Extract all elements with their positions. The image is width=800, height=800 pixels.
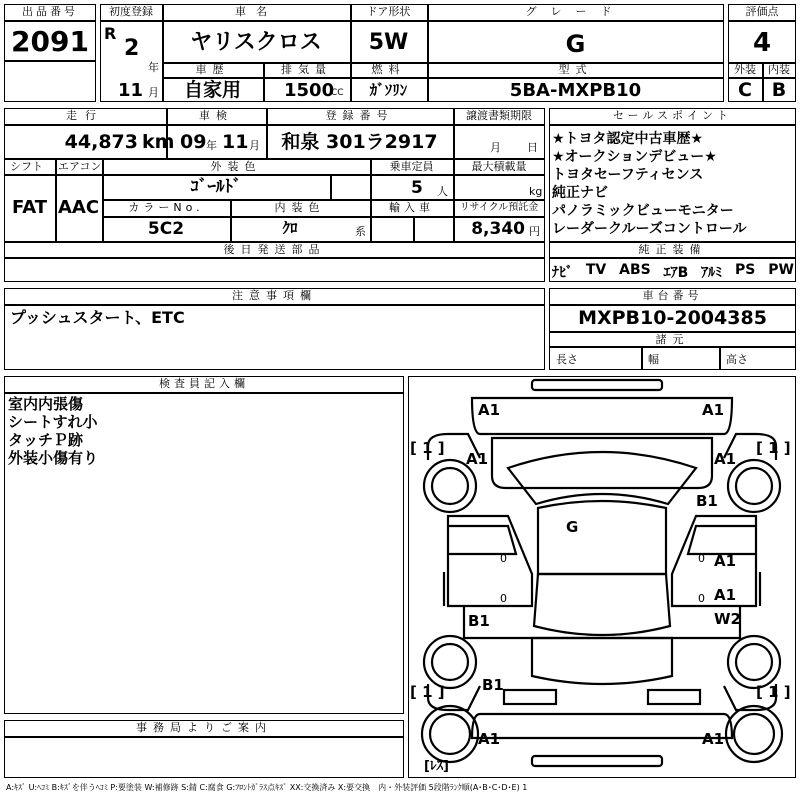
sales-point: パノラミックビューモニター [552, 203, 734, 219]
sales-point: レーダークルーズコントロール [552, 221, 747, 237]
spec-label: 諸元 [655, 333, 690, 346]
notes-label: 注意事項欄 [232, 289, 317, 302]
color-no-label: カラーNo. [128, 201, 204, 214]
door-type: 5W [368, 30, 409, 55]
inspector-line: シートすれ小 [8, 413, 98, 431]
door-label: ドア形状 [366, 5, 411, 18]
equipment-label: 純正装備 [638, 243, 707, 256]
model-label: 型式 [558, 63, 593, 76]
transfer-deadline-label: 譲渡書類期限 [466, 109, 532, 122]
inspection-month-unit: 月 [249, 139, 260, 152]
inspector-line: 外装小傷有り [8, 449, 99, 467]
shift: FAT [11, 197, 48, 218]
mark-front-right: A1 [702, 401, 725, 419]
mark-door-right-1: A1 [714, 552, 737, 570]
length-label: 長さ [556, 353, 578, 366]
displacement-label: 排気量 [281, 63, 332, 76]
displacement: 1500 [284, 80, 335, 101]
max-load-unit: kg [529, 185, 543, 198]
side-mark-right-2: 0 [698, 592, 705, 605]
mark-door-left: B1 [468, 612, 490, 630]
transfer-day-unit: 日 [527, 141, 538, 154]
chassis-label: 車台番号 [642, 289, 703, 302]
recycle-label: リサイクル預託金 [459, 202, 539, 213]
grade: G [565, 30, 586, 58]
reg-number: 和泉 301ラ2917 [281, 131, 438, 153]
interior-color-unit: 系 [355, 225, 366, 238]
lot-number: 2091 [11, 25, 89, 58]
bracket-top-right: [ 1 ] [756, 439, 791, 457]
lot-number-label: 出品番号 [22, 5, 78, 18]
interior-color: ｸﾛ [282, 219, 298, 237]
recycle-unit: 円 [529, 225, 540, 238]
car-diagram [408, 376, 796, 778]
era: R [104, 24, 117, 43]
inspection-year: 09 [180, 131, 207, 153]
first-registration-label: 初度登録 [109, 5, 153, 18]
inspection-label: 車検 [199, 109, 233, 122]
side-mark-left-2: 0 [500, 592, 507, 605]
history-label: 車歴 [195, 63, 230, 76]
mark-roof: G [566, 518, 579, 536]
max-load-label: 最大積載量 [471, 160, 527, 173]
capacity: 5 [411, 178, 423, 198]
equipment-item: PS [735, 262, 756, 278]
inspector-notes [8, 395, 98, 467]
score: 4 [752, 28, 772, 58]
mileage-label: 走行 [66, 109, 104, 122]
air-conditioner: AAC [57, 197, 100, 218]
inspector-line: 室内内張傷 [8, 395, 84, 413]
first-reg-year: 2 [124, 36, 140, 61]
mark-rear-bumper-right: A1 [702, 730, 725, 748]
sales-point: ★オークションデビュー★ [552, 149, 717, 165]
displacement-unit: CC [331, 88, 344, 98]
notes-text: プッシュスタート、ETC [10, 308, 185, 327]
mark-front-left: A1 [478, 401, 501, 419]
mark-fender-right: A1 [714, 450, 737, 468]
sales-points-list [552, 130, 794, 238]
mark-door-right-3: W2 [714, 610, 741, 628]
import-label: 輸入車 [389, 201, 434, 214]
score-label: 評価点 [745, 5, 779, 18]
chassis-number: MXPB10-2004385 [578, 307, 767, 329]
month-unit: 月 [148, 86, 159, 99]
spare-tire-mark: [ﾚｽ] [424, 759, 449, 774]
sales-point: トヨタセーフティセンス [552, 167, 704, 183]
sales-point: 純正ナビ [552, 185, 608, 201]
model-code: 5BA-MXPB10 [509, 80, 642, 101]
width-label: 幅 [648, 353, 659, 366]
year-unit: 年 [148, 61, 159, 74]
equipment-item: ABS [619, 262, 651, 278]
shift-label: シフト [10, 160, 43, 173]
side-mark-left: 0 [500, 552, 507, 565]
equipment-item: ｴｱB [663, 265, 689, 281]
exterior-color: ｺﾞｰﾙﾄﾞ [190, 177, 242, 197]
mark-door-right-2: A1 [714, 586, 737, 604]
sales-point: ★トヨタ認定中古車歴★ [552, 131, 704, 147]
interior-label: 内装 [768, 63, 790, 76]
ac-label: エアコン [58, 160, 102, 173]
recycle-fee: 8,340 [471, 219, 525, 239]
inspection-month: 11 [222, 131, 249, 153]
car-name-label: 車名 [235, 5, 277, 18]
interior-color-label: 内装色 [274, 201, 326, 214]
sales-points-label: セールスポイント [612, 109, 732, 122]
mileage: 44,873 [64, 131, 138, 153]
height-label: 高さ [726, 353, 748, 366]
fuel-label: 燃料 [371, 63, 406, 76]
bracket-bottom-right: [ 1 ] [756, 683, 791, 701]
mark-rear-bumper-left: A1 [478, 730, 501, 748]
inspection-year-unit: 年 [206, 139, 217, 152]
car-name: ヤリスクロス [190, 30, 322, 55]
mark-fender-left: A1 [466, 450, 489, 468]
bracket-bottom-left: [ 1 ] [410, 683, 445, 701]
mark-front-door-right: B1 [696, 492, 718, 510]
later-parts-label: 後日発送部品 [223, 243, 326, 256]
office-label: 事務局よりご案内 [136, 721, 272, 734]
transfer-month-unit: 月 [490, 141, 501, 154]
interior-grade: B [771, 79, 787, 101]
equipment-item: PW [768, 262, 794, 278]
exterior-grade: C [738, 79, 752, 101]
capacity-unit: 人 [437, 185, 448, 198]
history: 自家用 [183, 79, 241, 101]
first-reg-month: 11 [118, 80, 144, 101]
bracket-top-left: [ 1 ] [410, 439, 445, 457]
color-no: 5C2 [147, 219, 185, 239]
reg-number-label: 登録番号 [325, 109, 394, 122]
capacity-label: 乗車定員 [389, 160, 434, 173]
inspector-line: タッチＰ跡 [8, 431, 84, 449]
mileage-unit: km [142, 131, 175, 153]
exterior-label: 外装 [734, 63, 756, 76]
mark-rear-left: B1 [482, 676, 504, 694]
equipment-item: ｱﾙﾐ [701, 265, 723, 281]
inspector-label: 検査員記入欄 [159, 377, 249, 390]
exterior-color-label: 外装色 [210, 160, 262, 173]
fuel: ｶﾞｿﾘﾝ [369, 81, 408, 99]
grade-label: グレード [525, 5, 626, 18]
equipment-list [552, 262, 794, 282]
legend: A:ｷｽﾞ U:ﾍｺﾐ B:ｷｽﾞを伴うﾍｺﾐ P:要塗装 W:補修跡 S:錆 C:腐食 G:ﾌﾛﾝﾄｶﾞﾗｽ点ｷｽﾞ XX:交換済み X:要交換 内・外装評価 5段階ﾗﾝｸ順(A･B･C･D･E) 1 [6, 783, 528, 792]
equipment-item: ﾅﾋﾞ [552, 265, 573, 281]
equipment-item: TV [585, 262, 607, 278]
side-mark-right: 0 [698, 552, 705, 565]
